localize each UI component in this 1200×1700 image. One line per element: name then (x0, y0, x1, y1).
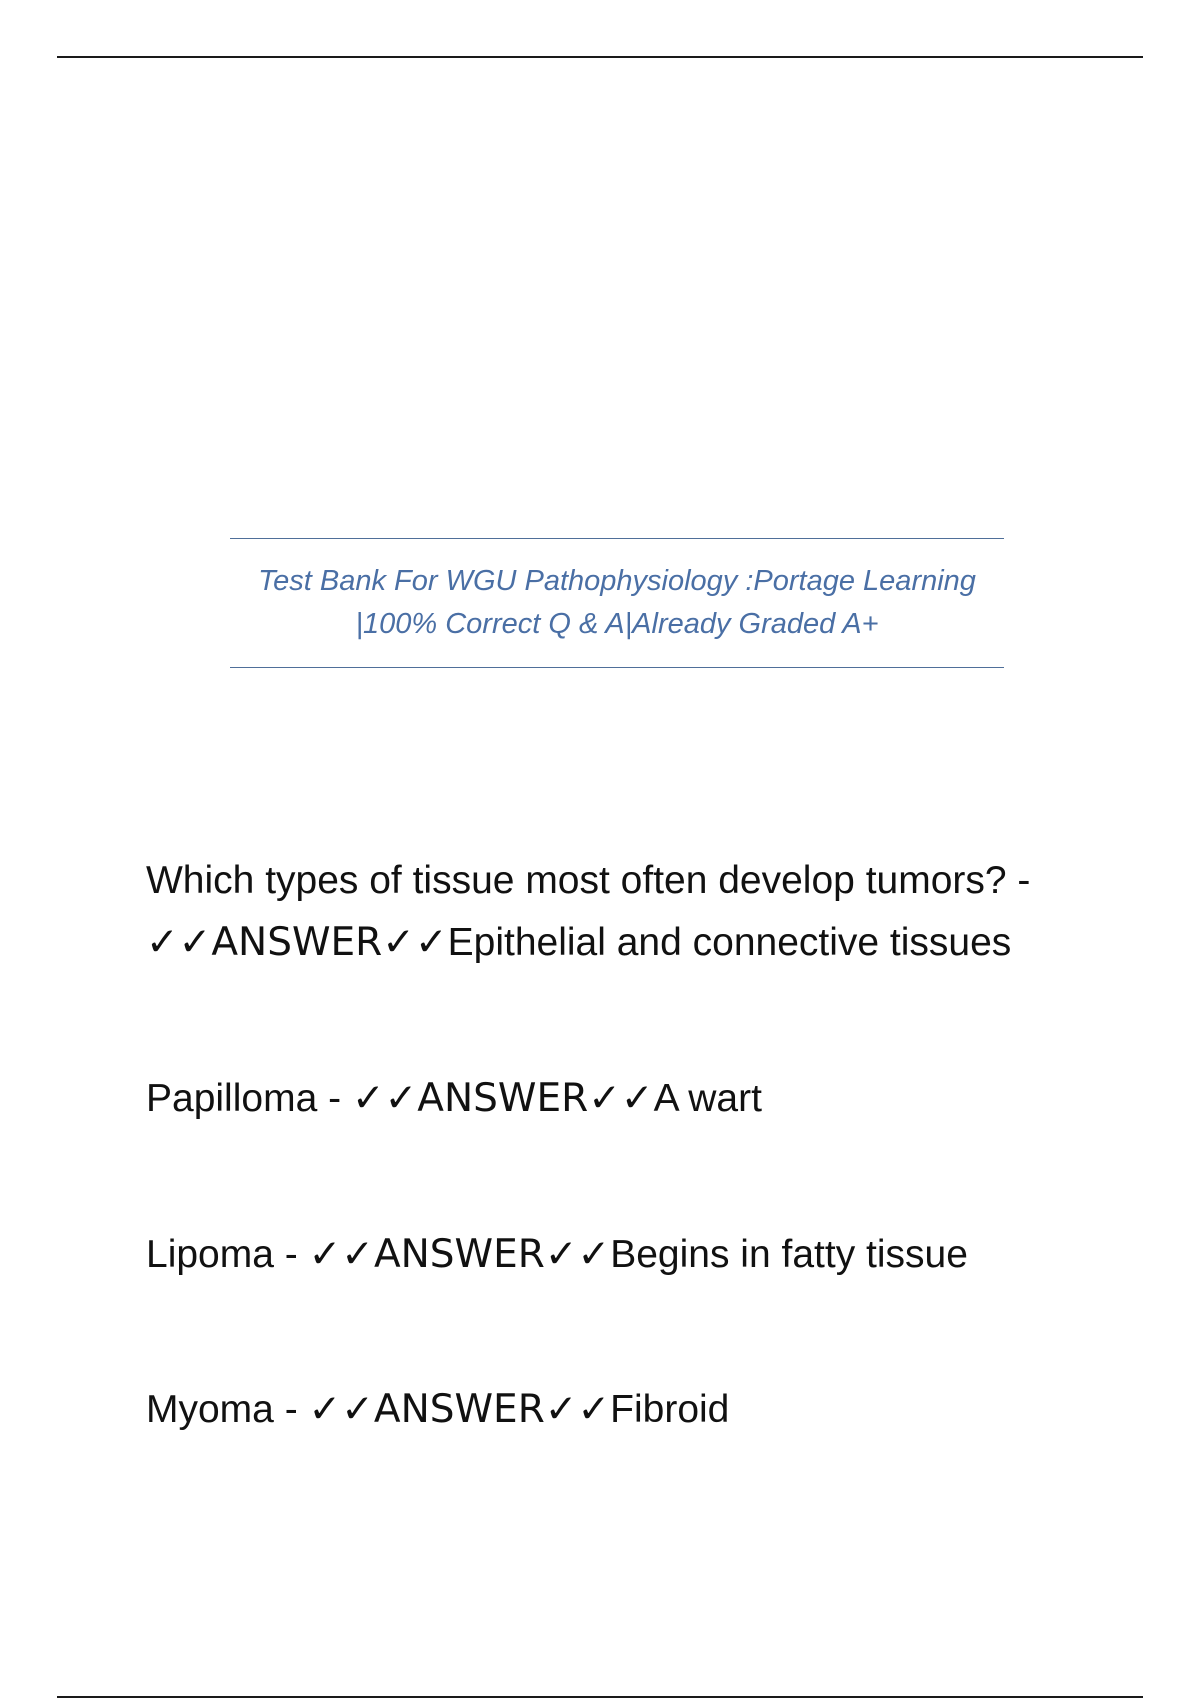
page-top-rule (57, 56, 1143, 58)
qa-separator: - (273, 1388, 309, 1431)
qa-separator: - (317, 1077, 352, 1120)
qa-separator: - (273, 1233, 309, 1276)
answer-marker: ✓✓ANSWER✓✓ (308, 1387, 611, 1432)
document-title-block (230, 538, 1004, 668)
answer-marker: ✓✓ANSWER✓✓ (308, 1232, 611, 1277)
qa-answer: Fibroid (610, 1388, 730, 1431)
qa-item (146, 1224, 1106, 1286)
page-bottom-rule (57, 1696, 1143, 1698)
document-title-line-1: Test Bank For WGU Pathophysiology :Portage Learning (258, 565, 976, 597)
qa-question: Which types of tissue most often develop tumors? (146, 859, 1007, 902)
qa-question: Myoma (146, 1388, 274, 1431)
answer-marker: ✓✓ANSWER✓✓ (146, 920, 448, 965)
qa-answer: Epithelial and connective tissues (447, 921, 1012, 964)
qa-question: Papilloma (146, 1077, 318, 1120)
document-title-line-2: |100% Correct Q & A|Already Graded A+ (355, 608, 879, 640)
answer-marker: ✓✓ANSWER✓✓ (351, 1076, 654, 1121)
qa-question: Lipoma (146, 1233, 274, 1276)
qa-item (146, 1379, 1106, 1441)
qa-separator: - (1006, 859, 1042, 902)
qa-item (146, 1068, 1106, 1130)
qa-answer: Begins in fatty tissue (610, 1233, 968, 1276)
qa-item (146, 850, 1106, 974)
qa-answer: A wart (653, 1077, 762, 1120)
